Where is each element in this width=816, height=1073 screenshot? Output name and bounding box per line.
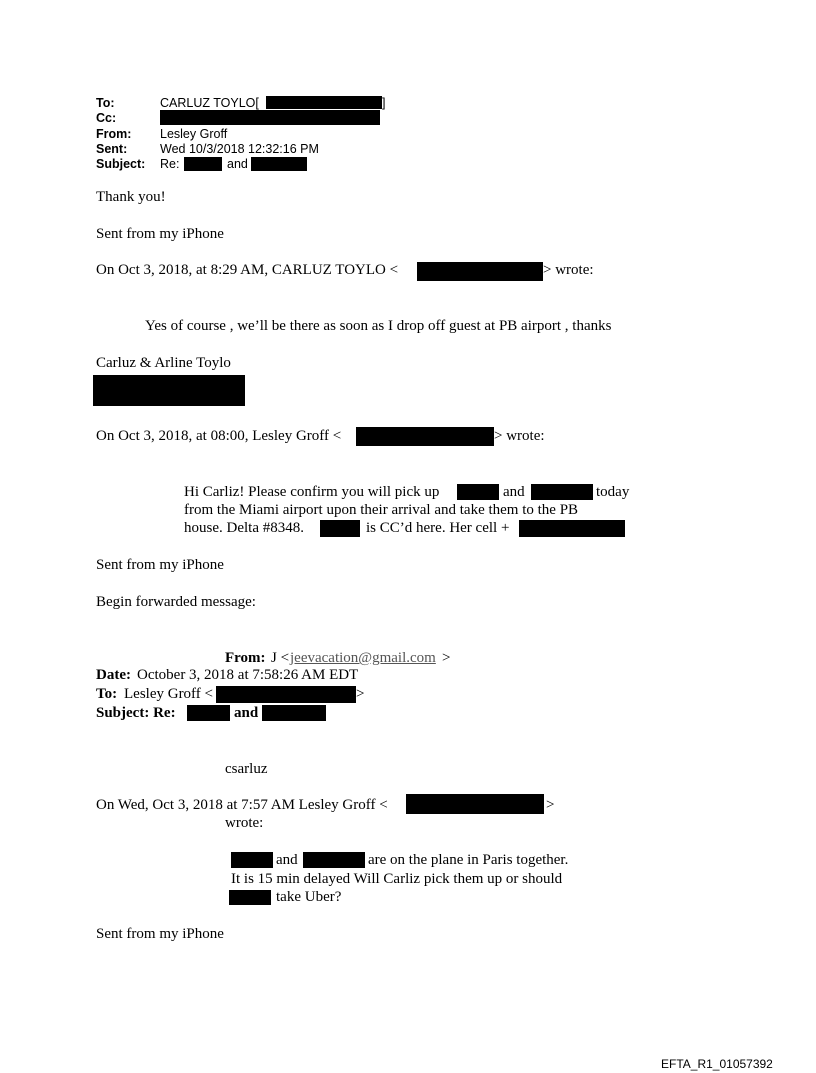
signature: Carluz & Arline Toylo	[96, 355, 231, 371]
quote2-line1-end: today	[596, 484, 630, 500]
redaction-name-6	[229, 890, 271, 905]
quote2-header-start: On Oct 3, 2018, at 08:00, Lesley Groff <	[96, 428, 342, 444]
quote1-header-end: > wrote:	[543, 262, 594, 278]
redaction-subject-4	[262, 705, 326, 721]
redaction-cc	[160, 110, 380, 125]
fwd-from-label: From:	[225, 650, 266, 666]
sent-value: Wed 10/3/2018 12:32:16 PM	[160, 142, 319, 156]
subject-label: Subject:	[96, 157, 146, 171]
fwd-quote-line1-end: are on the plane in Paris together.	[368, 852, 569, 868]
subject-and: and	[227, 157, 248, 171]
fwd-from-email-link[interactable]: jeevacation@gmail.com	[290, 650, 436, 666]
redaction-phone	[519, 520, 625, 537]
fwd-quote-line1-and: and	[276, 852, 298, 868]
fwd-from-name: J <	[271, 650, 290, 666]
fwd-to-label: To:	[96, 686, 118, 702]
fwd-quote-wrote: wrote:	[225, 815, 264, 831]
redaction-to	[266, 96, 382, 109]
quote2-line3-start: house. Delta #8348.	[184, 520, 304, 536]
sent-label: Sent:	[96, 142, 128, 156]
fwd-date-value: October 3, 2018 at 7:58:26 AM EDT	[137, 667, 359, 683]
sent-from-iphone-3: Sent from my iPhone	[96, 926, 224, 942]
subject-prefix: Re:	[160, 157, 180, 171]
quote2-line1-start: Hi Carliz! Please confirm you will pick up	[184, 484, 440, 500]
to-label: To:	[96, 96, 115, 110]
fwd-subject-label: Subject: Re:	[96, 705, 176, 721]
from-value: Lesley Groff	[160, 127, 228, 141]
to-value: CARLUZ TOYLO[	[160, 96, 259, 110]
sent-from-iphone: Sent from my iPhone	[96, 226, 224, 242]
quote2-line1-and: and	[503, 484, 525, 500]
begin-forwarded: Begin forwarded message:	[96, 594, 256, 610]
fwd-to-close: >	[356, 686, 365, 702]
fwd-reply-text: csarluz	[225, 761, 268, 777]
redaction-subject-2	[251, 157, 307, 171]
quote2-line3-end: is CC’d here. Her cell +	[366, 520, 510, 536]
quote2-line2: from the Miami airport upon their arrival and take them to the PB	[184, 502, 579, 518]
document-id: EFTA_R1_01057392	[661, 1057, 773, 1071]
redaction-subject-3	[187, 705, 230, 721]
quote1-header-start: On Oct 3, 2018, at 8:29 AM, CARLUZ TOYLO <	[96, 262, 399, 278]
to-close: ]	[382, 96, 386, 110]
redaction-name-2	[531, 484, 593, 500]
fwd-to-value: Lesley Groff <	[124, 686, 213, 702]
thanks-text: Thank you!	[96, 189, 166, 205]
quote1-text: Yes of course , we’ll be there as soon as I drop off guest at PB airport , thanks	[145, 318, 612, 334]
sent-from-iphone-2: Sent from my iPhone	[96, 557, 224, 573]
redaction-name-5	[303, 852, 365, 868]
redaction-email-2	[356, 427, 494, 446]
redaction-name-3	[320, 520, 360, 537]
redaction-name-1	[457, 484, 499, 500]
redaction-name-4	[231, 852, 273, 868]
fwd-from-close: >	[442, 650, 451, 666]
fwd-quote-line2: It is 15 min delayed Will Carliz pick them up or should	[231, 871, 563, 887]
redaction-email-3	[216, 686, 356, 703]
from-label: From:	[96, 127, 132, 141]
redaction-email-4	[406, 794, 544, 814]
redaction-subject-1	[184, 157, 222, 171]
redaction-signature	[93, 375, 245, 406]
fwd-quote-header-end: >	[546, 797, 555, 813]
fwd-quote-line3: take Uber?	[276, 889, 342, 905]
redaction-email-1	[417, 262, 543, 281]
fwd-date-label: Date:	[96, 667, 131, 683]
quote2-header-end: > wrote:	[494, 428, 545, 444]
fwd-subject-and: and	[234, 705, 259, 721]
fwd-quote-header-start: On Wed, Oct 3, 2018 at 7:57 AM Lesley Groff <	[96, 797, 388, 813]
cc-label: Cc:	[96, 111, 117, 125]
